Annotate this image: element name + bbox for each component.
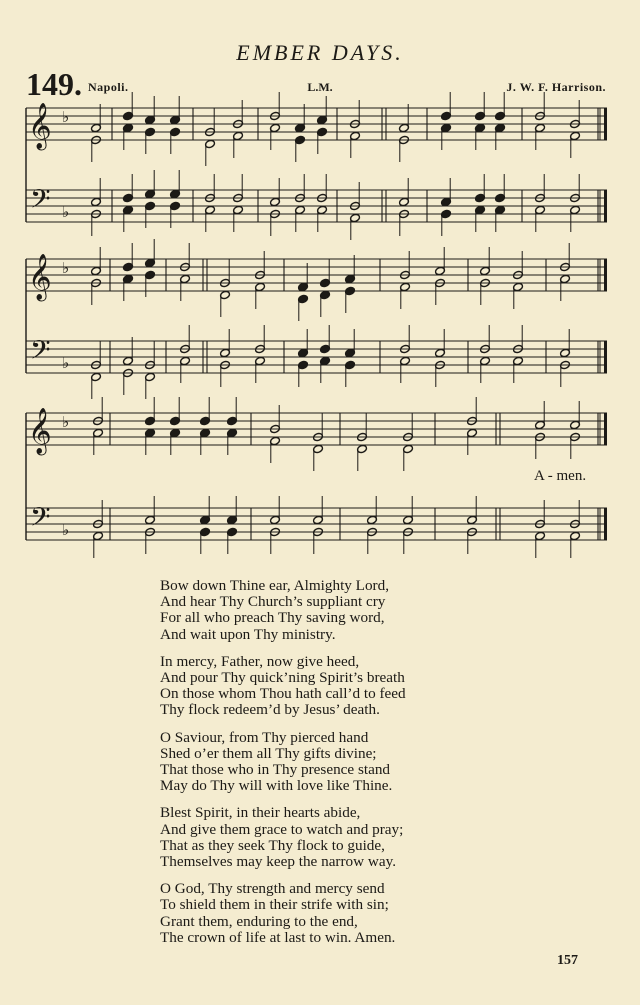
flat-icon: ♭ bbox=[62, 521, 70, 539]
amen-label: A - men. bbox=[534, 468, 587, 484]
verse-line: For all who preach Thy saving word, bbox=[160, 609, 385, 627]
verse-4 bbox=[160, 805, 406, 870]
page-number: 157 bbox=[557, 953, 578, 968]
final-barline bbox=[604, 108, 607, 140]
final-barline bbox=[604, 341, 607, 373]
flat-icon: ♭ bbox=[62, 108, 70, 126]
bass-clef-icon: 𝄢 bbox=[30, 183, 51, 221]
hymn-verses bbox=[160, 578, 406, 957]
verse-line: Blest Spirit, in their hearts abide, bbox=[160, 804, 361, 822]
verse-line: On those whom Thou hath call’d to feed bbox=[160, 685, 406, 703]
meter: L.M. bbox=[307, 80, 333, 94]
bass-clef-icon: 𝄢 bbox=[30, 334, 51, 372]
verse-line: The crown of life at last to win. Amen. bbox=[160, 928, 396, 946]
tune-name: Napoli. bbox=[88, 80, 129, 94]
verse-line: In mercy, Father, now give heed, bbox=[160, 652, 360, 670]
verse-line: Themselves may keep the narrow way. bbox=[160, 853, 397, 871]
final-barline bbox=[604, 190, 607, 222]
treble-clef-icon: 𝄞 bbox=[28, 408, 52, 454]
verse-line: O God, Thy strength and mercy send bbox=[160, 880, 385, 898]
verse-3 bbox=[160, 730, 406, 795]
flat-icon: ♭ bbox=[62, 259, 70, 277]
verse-line: To shield them in their strife with sin; bbox=[160, 896, 389, 914]
bass-clef-icon: 𝄢 bbox=[30, 501, 51, 539]
verse-line: That those who in Thy presence stand bbox=[160, 761, 391, 779]
verse-line: Thy flock redeem’d by Jesus’ death. bbox=[160, 701, 380, 719]
verse-line: May do Thy will with love like Thine. bbox=[160, 777, 393, 795]
verse-1 bbox=[160, 578, 406, 643]
verse-line: That as they seek Thy flock to guide, bbox=[160, 836, 385, 854]
verse-line: And wait upon Thy ministry. bbox=[160, 625, 336, 643]
verse-line: And hear Thy Church’s suppliant cry bbox=[160, 593, 386, 611]
verse-line: Shed o’er them all Thy gifts divine; bbox=[160, 744, 377, 762]
flat-icon: ♭ bbox=[62, 354, 70, 372]
verse-line: O Saviour, from Thy pierced hand bbox=[160, 728, 369, 746]
verse-2 bbox=[160, 654, 406, 719]
flat-icon: ♭ bbox=[62, 203, 70, 221]
verse-line: And give them grace to watch and pray; bbox=[160, 820, 404, 838]
treble-clef-icon: 𝄞 bbox=[28, 254, 52, 300]
final-barline bbox=[604, 259, 607, 291]
hymn-number: 149. bbox=[26, 66, 82, 102]
verse-line: And pour Thy quick’ning Spirit’s breath bbox=[160, 669, 405, 687]
final-barline bbox=[604, 413, 607, 445]
verse-line: Bow down Thine ear, Almighty Lord, bbox=[160, 577, 390, 594]
composer: J. W. F. Harrison. bbox=[506, 80, 606, 94]
final-barline bbox=[604, 508, 607, 540]
verse-5 bbox=[160, 881, 406, 946]
verse-line: Grant them, enduring to the end, bbox=[160, 912, 358, 930]
treble-clef-icon: 𝄞 bbox=[28, 103, 52, 149]
flat-icon: ♭ bbox=[62, 413, 70, 431]
section-title: EMBER DAYS. bbox=[236, 40, 404, 65]
